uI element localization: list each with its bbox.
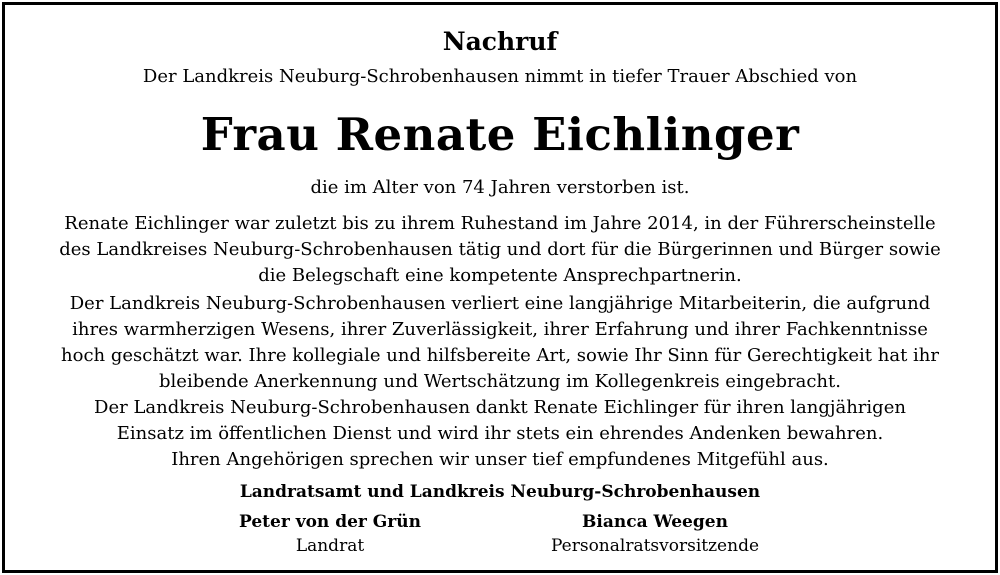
- paragraph-line: Der Landkreis Neuburg-Schrobenhausen verliert eine langjährige Mitarbeiterin, die aufgrund: [69, 293, 931, 314]
- paragraph-line: Einsatz im öffentlichen Dienst und wird ihr stets ein ehrendes Andenken bewahren.: [116, 423, 884, 444]
- paragraph-appreciation: [5, 291, 995, 395]
- obituary-notice: [2, 2, 998, 573]
- signatory-role: Landrat: [295, 536, 365, 556]
- age-line: die im Alter von 74 Jahren verstorben ist.: [310, 177, 690, 198]
- paragraph-line: Ihren Angehörigen sprechen wir unser tief empfundenes Mitgefühl aus.: [171, 449, 829, 470]
- paragraph-line: ihres warmherzigen Wesens, ihrer Zuverlässigkeit, ihrer Erfahrung und ihrer Fachkenntnisse: [72, 319, 928, 340]
- paragraph-thanks: [5, 395, 995, 473]
- paragraph-line: Der Landkreis Neuburg-Schrobenhausen dankt Renate Eichlinger für ihren langjährigen: [94, 397, 906, 418]
- organization-name: Landratsamt und Landkreis Neuburg-Schrobenhausen: [239, 482, 761, 502]
- signatory-name: Bianca Weegen: [582, 512, 728, 532]
- paragraph-career: [5, 211, 995, 289]
- deceased-name: Frau Renate Eichlinger: [200, 108, 800, 161]
- signatory-name: Peter von der Grün: [239, 512, 421, 532]
- notice-heading: Nachruf: [442, 27, 558, 56]
- paragraph-line: Renate Eichlinger war zuletzt bis zu ihrem Ruhestand im Jahre 2014, in der Führerscheinstelle: [64, 213, 936, 234]
- paragraph-line: des Landkreises Neuburg-Schrobenhausen tätig und dort für die Bürgerinnen und Bürger sowie: [59, 239, 941, 260]
- paragraph-line: hoch geschätzt war. Ihre kollegiale und hilfsbereite Art, sowie Ihr Sinn für Gerechtigkeit hat ihr: [61, 345, 939, 366]
- signatory-landrat: [215, 510, 445, 558]
- signatory-personalrat: [525, 510, 785, 558]
- paragraph-line: die Belegschaft eine kompetente Ansprechpartnerin.: [258, 265, 742, 286]
- intro-line: Der Landkreis Neuburg-Schrobenhausen nimmt in tiefer Trauer Abschied von: [142, 66, 858, 87]
- paragraph-line: bleibende Anerkennung und Wertschätzung im Kollegenkreis eingebracht.: [159, 371, 841, 392]
- signatory-role: Personalratsvorsitzende: [550, 536, 760, 556]
